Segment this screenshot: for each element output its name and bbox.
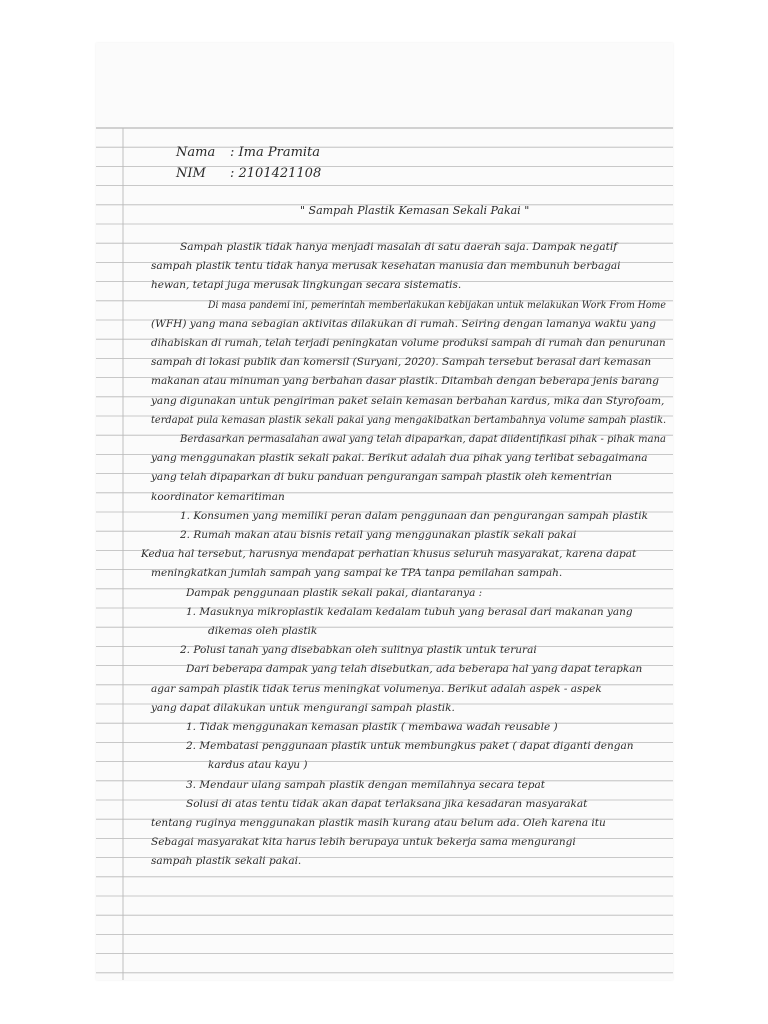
handwritten-line: koordinator kemaritiman [151,490,285,503]
page-title: " Sampah Plastik Kemasan Sekali Pakai " [300,204,530,217]
handwritten-line: sampah di lokasi publik dan komersil (Suryani, 2020). Sampah tersebut berasal dari kemasan [151,356,652,369]
handwritten-line: tentang ruginya menggunakan plastik masih kurang atau belum ada. Oleh karena itu [151,817,606,829]
handwritten-line: makanan atau minuman yang berbahan dasar plastik. Ditambah dengan beberapa jenis barang [151,375,659,388]
name-label: Nama [176,145,216,160]
handwritten-line: 2. Membatasi penggunaan plastik untuk membungkus paket ( dapat diganti dengan [186,740,634,753]
handwritten-line: Solusi di atas tentu tidak akan dapat terlaksana jika kesadaran masyarakat [186,797,588,810]
notebook-page [96,43,673,980]
handwritten-line: 2. Polusi tanah yang disebabkan oleh sulitnya plastik untuk terurai [180,644,537,657]
handwritten-line: Dampak penggunaan plastik sekali pakai, diantaranya : [186,586,483,599]
handwritten-line: dihabiskan di rumah, telah terjadi peningkatan volume produksi sampah di rumah dan penurunan [151,337,666,349]
handwritten-line: Sampah plastik tidak hanya menjadi masalah di satu daerah saja. Dampak negatif [180,241,618,253]
handwritten-line: Di masa pandemi ini, pemerintah memberlakukan kebijakan untuk melakukan Work From Home [208,298,666,311]
handwritten-line: hewan, tetapi juga merusak lingkungan secara sistematis. [151,279,462,292]
handwritten-line: 1. Konsumen yang memiliki peran dalam penggunaan dan pengurangan sampah plastik [180,509,648,522]
handwritten-line: 1. Tidak menggunakan kemasan plastik ( membawa wadah reusable ) [186,721,558,733]
nim-label: NIM [176,166,206,181]
handwritten-line: (WFH) yang mana sebagian aktivitas dilakukan di rumah. Seiring dengan lamanya waktu yang [151,317,656,330]
handwritten-line: kardus atau kayu ) [208,759,308,772]
handwritten-line: Dari beberapa dampak yang telah disebutkan, ada beberapa hal yang dapat terapkan [186,663,643,676]
handwritten-line: sampah plastik tentu tidak hanya merusak kesehatan manusia dan membunuh berbagai [151,260,621,273]
handwritten-line: meningkatkan jumlah sampah yang sampai ke TPA tanpa pemilahan sampah. [151,567,563,580]
handwritten-line: Sebagai masyarakat kita harus lebih berupaya untuk bekerja sama mengurangi [151,836,576,849]
handwritten-line: dikemas oleh plastik [208,625,318,637]
nim-value: : 2101421108 [230,166,322,181]
handwritten-line: sampah plastik sekali pakai. [151,855,302,868]
handwritten-line: Kedua hal tersebut, harusnya mendapat perhatian khusus seluruh masyarakat, karena dapat [141,548,637,561]
handwritten-line: 2. Rumah makan atau bisnis retail yang menggunakan plastik sekali pakai [180,529,577,541]
handwritten-line: agar sampah plastik tidak terus meningkat volumenya. Berikut adalah aspek - aspek [151,682,602,695]
name-value: : Ima Pramita [230,145,321,160]
handwritten-line: terdapat pula kemasan plastik sekali pakai yang mengakibatkan bertambahnya volume sampah plastik. [151,413,667,426]
handwritten-line: Berdasarkan permasalahan awal yang telah dipaparkan, dapat diidentifikasi pihak - pihak mana [180,433,666,445]
handwritten-line: yang dapat dilakukan untuk mengurangi sampah plastik. [151,701,455,714]
handwritten-line: yang telah dipaparkan di buku panduan pengurangan sampah plastik oleh kementrian [151,471,613,484]
handwritten-line: 3. Mendaur ulang sampah plastik dengan memilahnya secara tepat [186,778,546,791]
handwritten-line: yang menggunakan plastik sekali pakai. Berikut adalah dua pihak yang terlibat sebagaimana [151,452,648,465]
handwritten-line: yang digunakan untuk pengiriman paket selain kemasan berbahan kardus, mika dan Styrofoam, [151,394,665,407]
handwritten-line: 1. Masuknya mikroplastik kedalam kedalam tubuh yang berasal dari makanan yang [186,605,633,618]
